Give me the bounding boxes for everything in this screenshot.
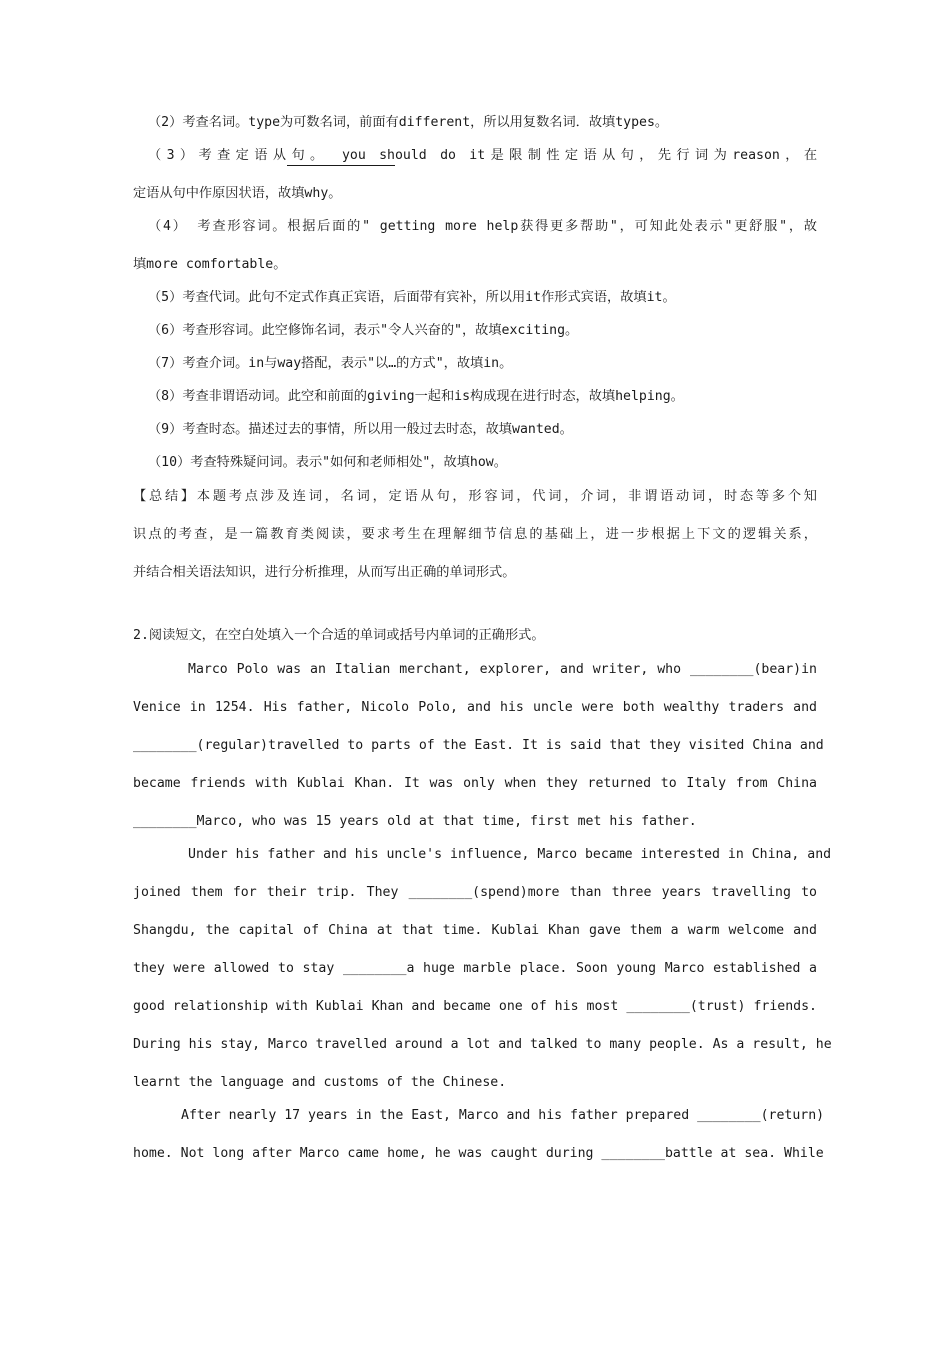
summary-line2: 识点的考查，是一篇教育类阅读，要求考生在理解细节信息的基础上，进一步根据上下文的逻辑关系， xyxy=(133,527,817,542)
answer-3-line2: 定语从句中作原因状语，故填why。 xyxy=(133,186,342,201)
question-title: 2.阅读短文，在空白处填入一个合适的单词或括号内单词的正确形式。 xyxy=(133,628,545,643)
answer-4-line2: 填more comfortable。 xyxy=(133,257,287,272)
summary-line3: 并结合相关语法知识，进行分析推理，从而写出正确的单词形式。 xyxy=(133,565,516,580)
answer-10: （10）考查特殊疑问词。表示"如何和老师相处"，故填how。 xyxy=(148,455,507,470)
answer-9: （9）考查时态。描述过去的事情，所以用一般过去时态，故填wanted。 xyxy=(148,422,573,437)
passage-p2-line2: joined them for their trip. They ________(spend)more than three years travelling to xyxy=(133,885,817,900)
passage-p3-line2: home. Not long after Marco came home, he was caught during ________battle at sea. While xyxy=(133,1146,824,1161)
passage-p1-line4: became friends with Kublai Khan. It was only when they returned to Italy from China xyxy=(133,776,817,791)
passage-p2-line6: During his stay, Marco travelled around a lot and talked to many people. As a result, he xyxy=(133,1037,832,1052)
passage-p1-line3: ________(regular)travelled to parts of the East. It is said that they visited China and xyxy=(133,738,824,753)
summary-line1: 【总结】本题考点涉及连词，名词，定语从句，形容词，代词，介词，非谓语动词，时态等多个知 xyxy=(133,489,817,504)
passage-p2-line5: good relationship with Kublai Khan and became one of his most ________(trust) friends. xyxy=(133,999,817,1014)
passage-p2-line1: Under his father and his uncle's influence, Marco became interested in China, and xyxy=(188,847,832,862)
answer-8: （8）考查非谓语动词。此空和前面的giving一起和is构成现在进行时态，故填helping。 xyxy=(148,389,684,404)
answer-5: （5）考查代词。此句不定式作真正宾语，后面带有宾补，所以用it作形式宾语，故填it。 xyxy=(148,290,676,305)
passage-p2-line3: Shangdu, the capital of China at that time. Kublai Khan gave them a warm welcome and xyxy=(133,923,817,938)
answer-2: （2）考查名词。type为可数名词，前面有different，所以用复数名词．故填types。 xyxy=(148,115,669,130)
answer-4-line1: （4） 考查形容词。根据后面的" getting more help获得更多帮助"，可知此处表示"更舒服"，故 xyxy=(148,219,817,234)
answer-7: （7）考查介词。in与way搭配，表示"以…的方式"，故填in。 xyxy=(148,356,513,371)
passage-p1-line2: Venice in 1254. His father, Nicolo Polo, and his uncle were both wealthy traders and xyxy=(133,700,817,715)
passage-p3-line1: After nearly 17 years in the East, Marco and his father prepared ________(return) xyxy=(181,1108,825,1123)
answer-3-line1: （3）考查定语从句。 you should do it是限制性定语从句，先行词为reason，在 xyxy=(148,148,817,163)
passage-p1-line5: ________Marco, who was 15 years old at that time, first met his father. xyxy=(133,814,697,829)
passage-p1-line1: Marco Polo was an Italian merchant, explorer, and writer, who ________(bear)in xyxy=(188,662,817,677)
passage-p2-line7: learnt the language and customs of the Chinese. xyxy=(133,1075,507,1090)
passage-p2-line4: they were allowed to stay ________a huge marble place. Soon young Marco established a xyxy=(133,961,817,976)
answer-6: （6）考查形容词。此空修饰名词，表示"令人兴奋的"，故填exciting。 xyxy=(148,323,579,338)
answer-blank-underline xyxy=(287,165,395,166)
